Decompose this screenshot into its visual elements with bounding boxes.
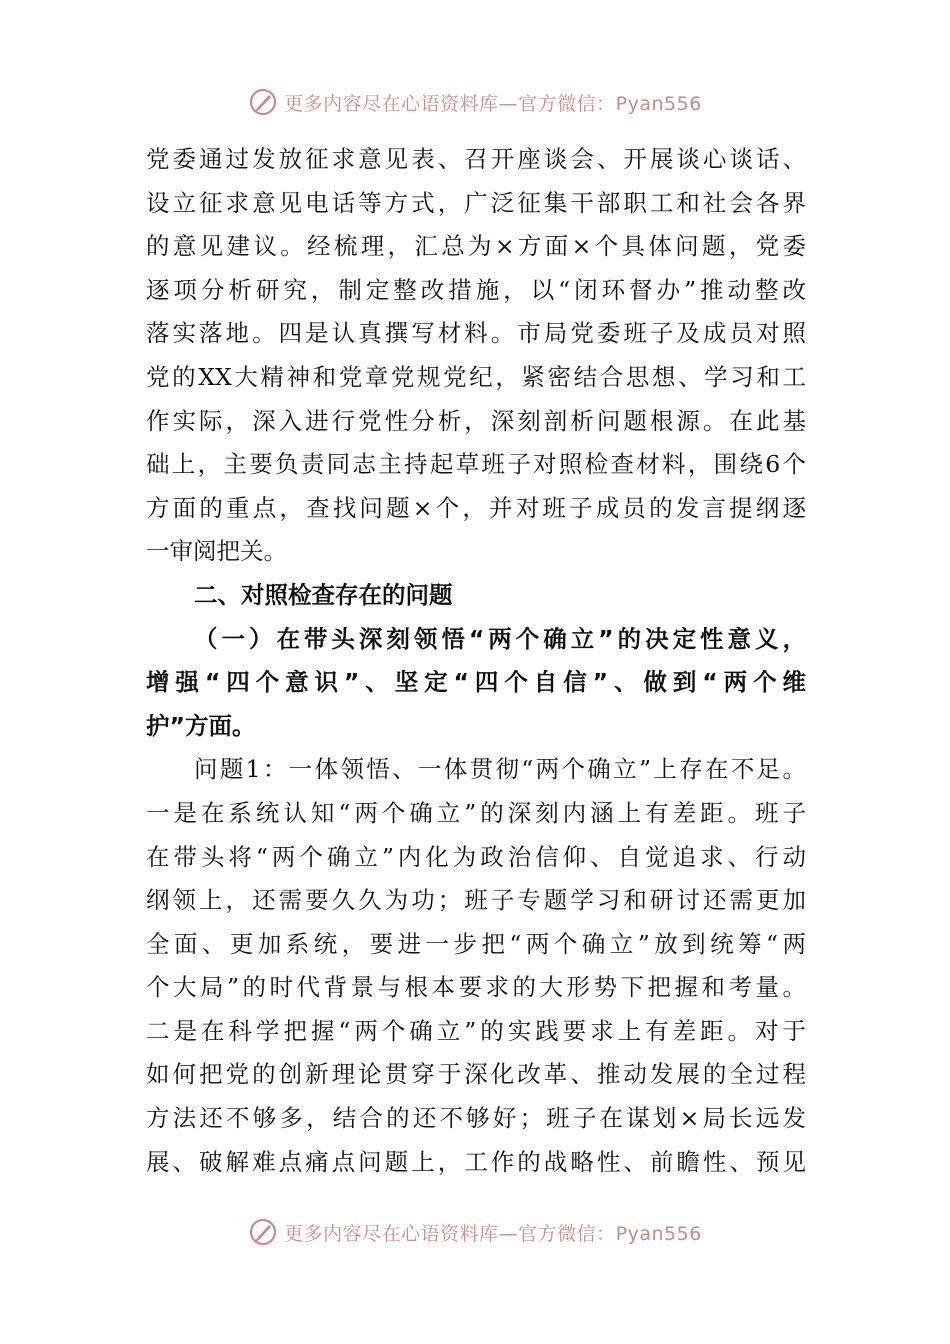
document-body — [146, 138, 806, 1184]
watermark-banner-bottom — [0, 1212, 950, 1252]
text-line: 纲领上，还需要久久为功；班子专题学习和研讨还需更加 — [146, 886, 806, 915]
text-line: 党委通过发放征求意见表、召开座谈会、开展谈心谈话、 — [146, 145, 806, 173]
text-line: 方面的重点，查找问题×个，并对班子成员的发言提纲逐 — [146, 493, 806, 522]
text-line: 在带头将“两个确立”内化为政治信仰、自觉追求、行动 — [146, 842, 806, 871]
text-line: 础上，主要负责同志主持起草班子对照检查材料，围绕6个 — [146, 450, 806, 479]
text-line: 设立征求意见电话等方式，广泛征集干部职工和社会各界 — [146, 188, 806, 217]
text-line: 逐项分析研究，制定整改措施，以“闭环督办”推动整改 — [146, 275, 806, 304]
text-line: 展、破解难点痛点问题上，工作的战略性、前瞻性、预见 — [146, 1147, 806, 1176]
text-line: 一审阅把关。 — [146, 537, 287, 566]
text-line: 的意见建议。经梳理，汇总为×方面×个具体问题，党委 — [146, 232, 806, 261]
text-line: 个大局”的时代背景与根本要求的大形势下把握和考量。 — [146, 973, 806, 1002]
text-line: 一是在系统认知“两个确立”的深刻内涵上有差距。班子 — [146, 798, 806, 827]
text-line: 方法还不够多，结合的还不够好；班子在谋划×局长远发 — [146, 1104, 806, 1133]
text-line: 全面、更加系统，要进一步把“两个确立”放到统筹“两 — [146, 929, 806, 958]
text-line: 增强“四个意识”、坚定“四个自信”、做到“两个维 — [146, 668, 806, 697]
text-line: 如何把党的创新理论贯穿于深化改革、推动发展的全过程 — [146, 1060, 806, 1089]
watermark-text: 更多内容尽在心语资料库—官方微信：Pyan556 — [284, 1222, 702, 1245]
text-line: 二是在科学把握“两个确立”的实践要求上有差距。对于 — [146, 1016, 806, 1045]
text-line: 护”方面。 — [146, 711, 256, 740]
watermark-banner-top — [0, 82, 950, 122]
pen-seal-logo-icon — [248, 87, 278, 117]
watermark-text: 更多内容尽在心语资料库—官方微信：Pyan556 — [284, 92, 702, 115]
text-line: （一）在带头深刻领悟“两个确立”的决定性意义， — [194, 624, 806, 653]
text-line: 落实落地。四是认真撰写材料。市局党委班子及成员对照 — [146, 319, 806, 348]
text-line: 问题1：一体领悟、一体贯彻“两个确立”上存在不足。 — [194, 755, 806, 784]
pen-seal-logo-icon — [248, 1217, 278, 1247]
text-line: 作实际，深入进行党性分析，深刻剖析问题根源。在此基 — [146, 406, 806, 435]
text-line: 党的XX大精神和党章党规党纪，紧密结合思想、学习和工 — [146, 362, 806, 391]
text-line: 二、对照检查存在的问题 — [194, 580, 453, 609]
